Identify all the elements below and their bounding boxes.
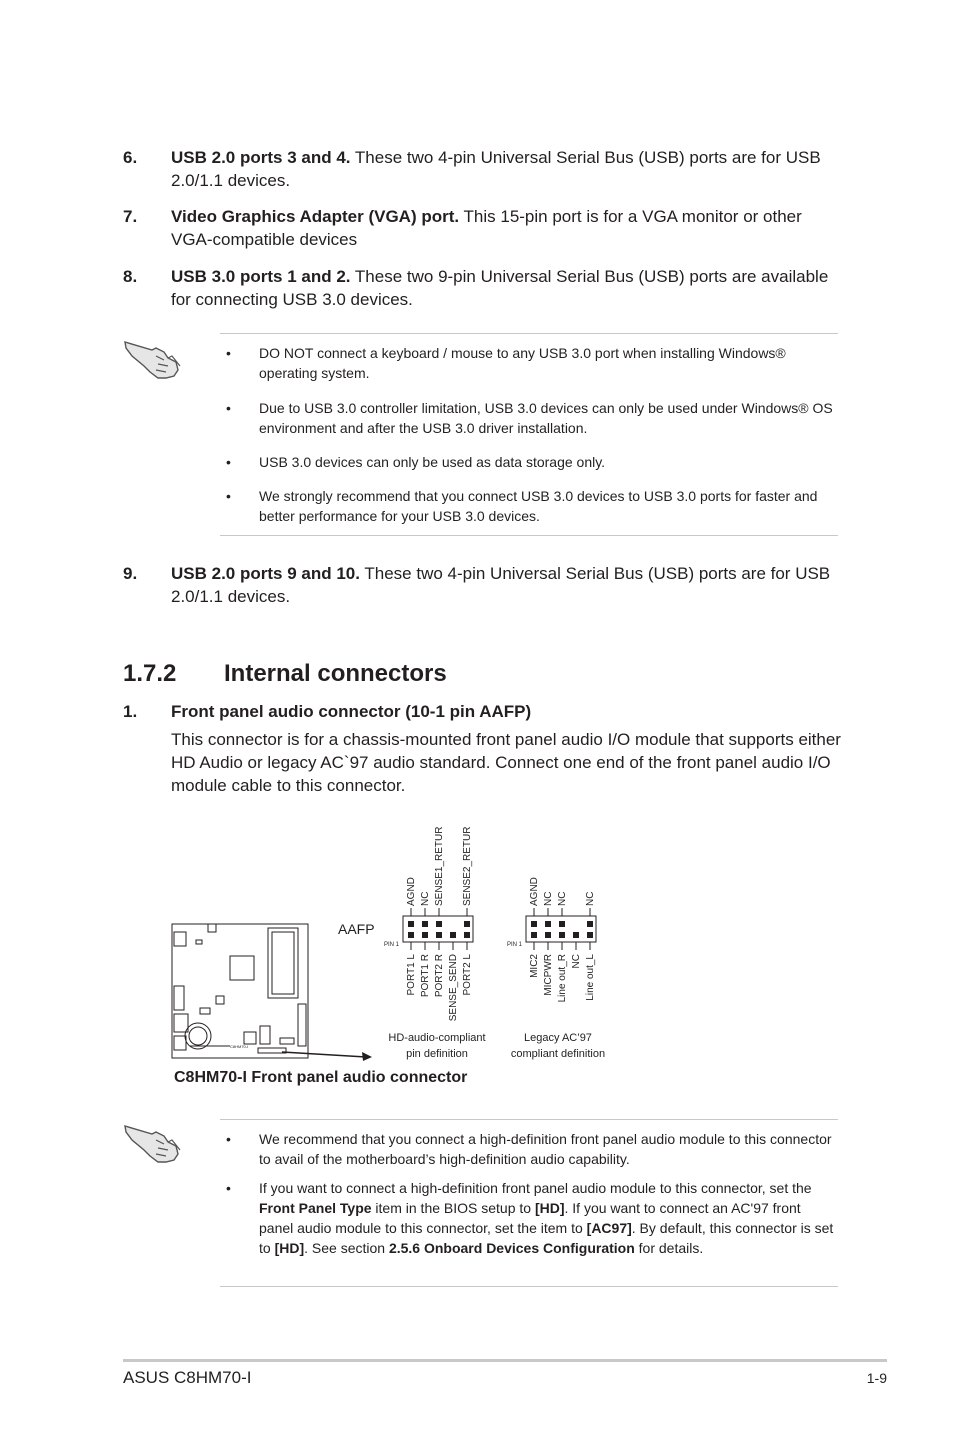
pin-label: PORT1 R [420,954,431,998]
list-item-1 [123,700,843,723]
audio-connector-diagram [160,808,630,1090]
header-label: AAFP [338,921,375,937]
list-item-8 [123,265,843,311]
pin1-label: PIN 1 [507,942,523,948]
note-bullet: • Due to USB 3.0 controller limitation, USB 3.0 devices can only be used under Windows® OS environment and after the USB 3.0 driver installation. [226,400,833,436]
pointer-arrow [282,1052,366,1057]
ac97-caption-line1: Legacy AC’97 [524,1032,592,1044]
motherboard-illustration [172,924,308,1058]
pin-label: SENSE_SEND [448,954,459,1022]
pin-label: NC [585,891,596,906]
note-bullet: • USB 3.0 devices can only be used as data storage only. [226,454,606,470]
item-number: 7. [123,207,138,226]
item-number: 8. [123,267,138,286]
note-bullet: • If you want to connect a high-definition front panel audio module to this connector, set the Front Panel Type item in the BIOS setup to [HD]. If you want to connect an AC'97 front panel audio module to this connector, set the item to [AC97]. By default, this connector is set to [HD]. See section 2.5.6 Onboard Devices Configuration for details. [226,1180,834,1256]
item-number: 6. [123,148,138,167]
note-bullet: • DO NOT connect a keyboard / mouse to any USB 3.0 port when installing Windows® operating system. [226,345,786,381]
pointing-hand-icon [122,336,184,384]
ac97-bottom-labels [529,954,596,1003]
item-title: USB 3.0 ports 1 and 2. [171,267,351,286]
item-text: These two 9-pin Universal Serial Bus (USB) ports are available for connecting USB 3.0 devices. [171,267,829,309]
pin-label: Line out_L [585,954,596,1001]
footer-rule [123,1359,887,1362]
pin-label: MIC2 [529,954,540,978]
ac97-caption-line2: compliant definition [510,1048,606,1060]
ac97-top-labels [529,877,596,906]
note-bullet: • We strongly recommend that you connect USB 3.0 devices to USB 3.0 ports for faster and better performance for your USB 3.0 devices. [226,488,818,524]
note-bullet: • We recommend that you connect a high-definition front panel audio module to this connector to avail of the motherboard’s high-definition audio capability. [226,1131,832,1167]
section-title: Internal connectors [224,660,447,687]
pin-label: PORT2 L [462,954,473,996]
list-item-7 [123,205,843,251]
item-title: USB 2.0 ports 9 and 10. [171,564,360,583]
pin-label: SENSE2_RETUR [462,826,473,906]
list-item-9 [123,562,843,608]
item-text: These two 4-pin Universal Serial Bus (USB) ports are for USB 2.0/1.1 devices. [171,148,821,190]
item-number: 1. [123,702,138,721]
ac97-header [507,908,596,950]
diagram-caption: C8HM70-I Front panel audio connector [174,1069,468,1086]
item-title: USB 2.0 ports 3 and 4. [171,148,351,167]
pin-label: PORT1 L [406,954,417,996]
item-title: Front panel audio connector (10-1 pin AAFP) [171,702,532,721]
hd-caption-line1: HD-audio-compliant [388,1032,486,1044]
item-title: Video Graphics Adapter (VGA) port. [171,207,460,226]
pointing-hand-icon [122,1120,184,1168]
hd-caption-line2: pin definition [406,1048,468,1060]
pin-label: NC [543,891,554,906]
hd-header [384,908,473,950]
pin-label: MICPWR [543,954,554,996]
item-text: This 15-pin port is for a VGA monitor or other VGA-compatible devices [171,207,802,249]
pin-label: NC [557,891,568,906]
item-text: These two 4-pin Universal Serial Bus (USB) ports are for USB 2.0/1.1 devices. [171,564,831,606]
pin-label: NC [420,891,431,906]
section-number: 1.7.2 [123,660,177,687]
pin1-label: PIN 1 [384,942,400,948]
list-item-6 [123,146,843,192]
hd-bottom-labels [406,954,473,1022]
pin-label: Line out_R [557,954,568,1003]
pin-label: SENSE1_RETUR [434,826,445,906]
pin-label: NC [571,954,582,969]
hd-top-labels [406,827,473,906]
pin-label: PORT2 R [434,954,445,998]
footer-page-number: 1-9 [866,1370,887,1386]
item-number: 9. [123,564,138,583]
pin-label: AGND [406,877,417,906]
pointer-arrow-head [362,1052,372,1061]
pin-label: AGND [529,877,540,906]
footer-product: ASUS C8HM70-I [123,1368,252,1387]
item-1-body: This connector is for a chassis-mounted front panel audio I/O module that supports either HD Audio or legacy AC`97 audio standard. Connect one end of the front panel audio I/O module cable to this connector. [171,730,841,795]
board-label: C8HM70-I [230,1044,249,1049]
